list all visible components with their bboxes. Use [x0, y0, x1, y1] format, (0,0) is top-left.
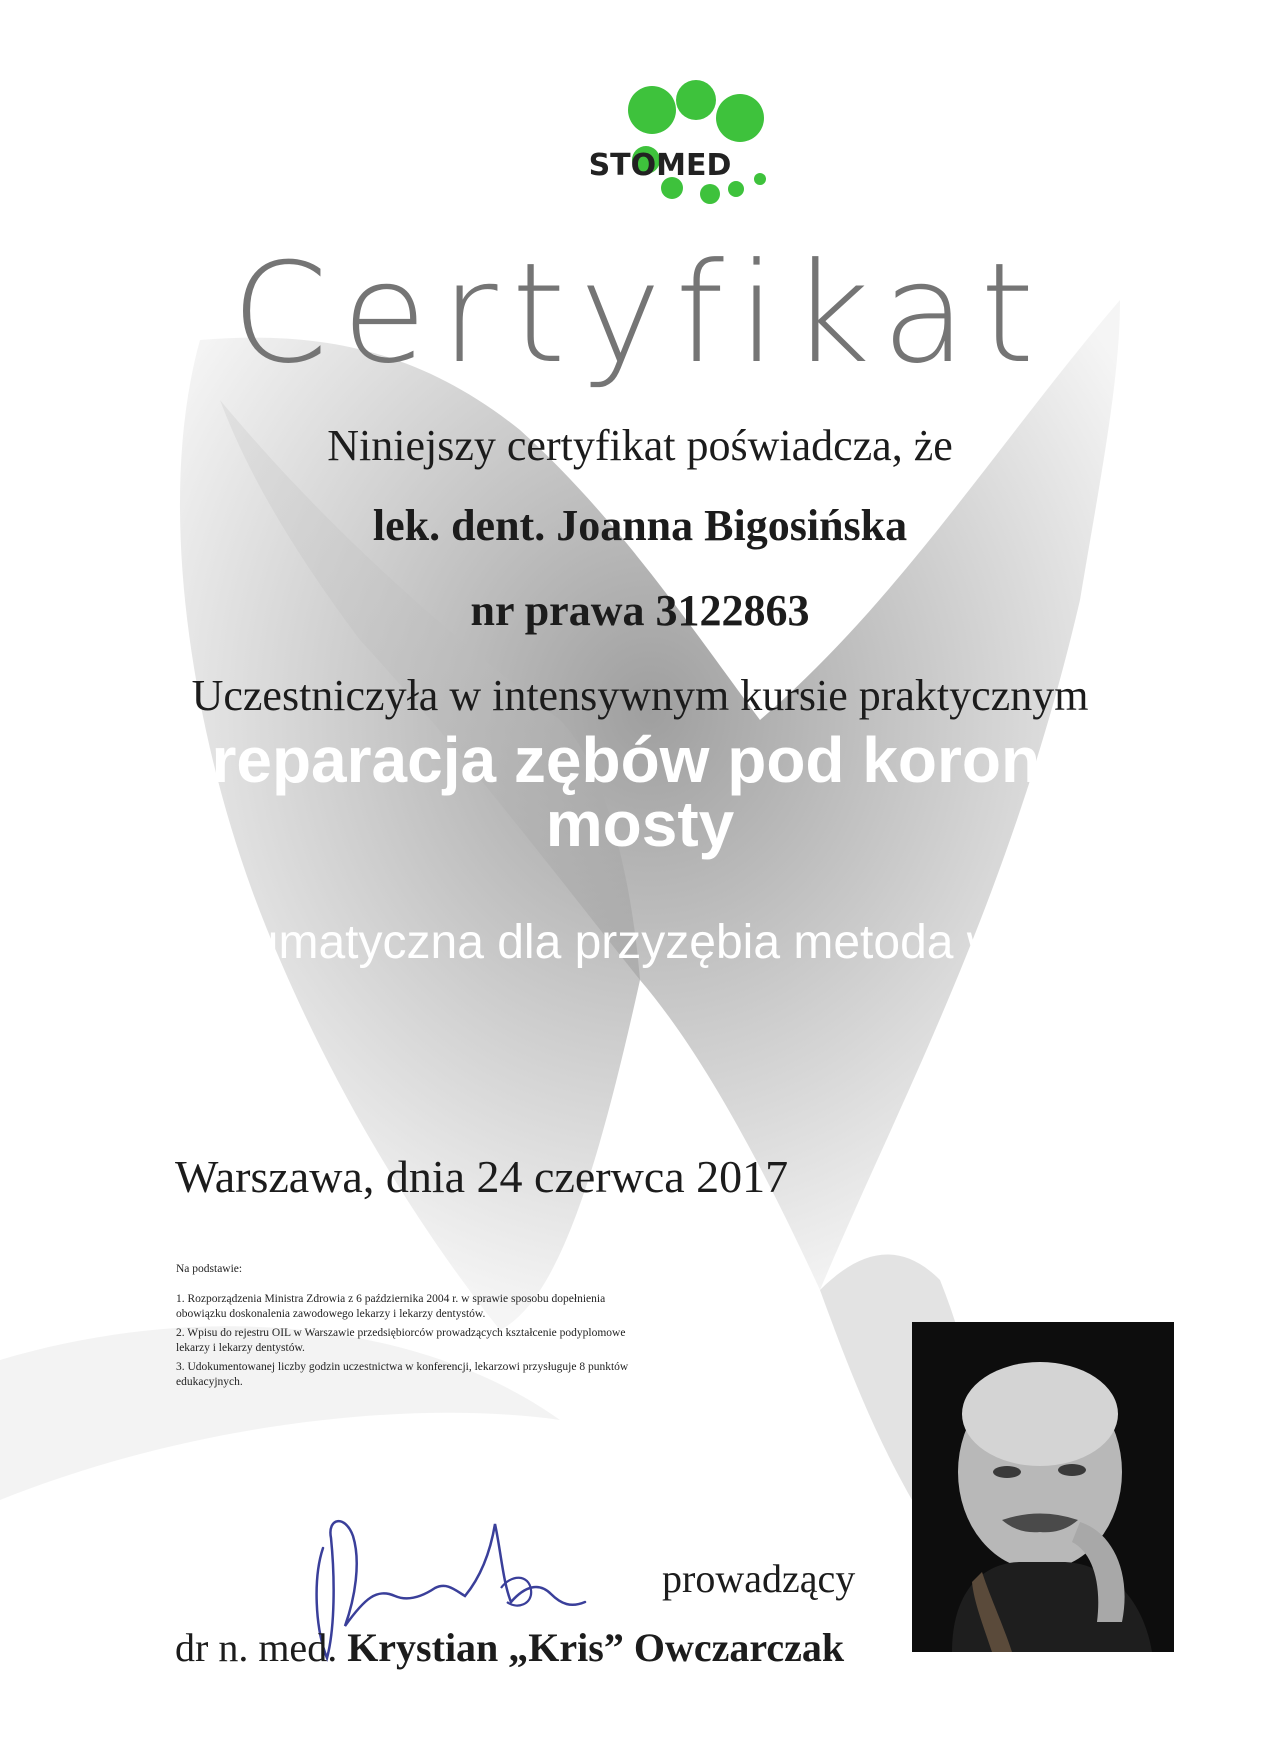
stomed-logo	[560, 70, 780, 240]
logo-dot	[628, 86, 676, 134]
certificate-title: Certyfikat	[231, 233, 1049, 394]
place-and-date: Warszawa, dnia 24 czerwca 2017	[175, 1151, 789, 1202]
logo-dot	[700, 184, 720, 204]
legal-basis	[176, 1262, 636, 1394]
lecturer-name: Krystian „Kris” Owczarczak	[347, 1625, 845, 1670]
course-title: Preparacja zębów pod korony i mosty	[168, 724, 1112, 860]
course-subtitle: Atraumatyczna dla przyzębia metoda własna	[163, 916, 1117, 969]
lecturer-portrait-photo	[912, 1322, 1174, 1652]
recipient-name: lek. dent. Joanna Bigosińska	[372, 501, 908, 550]
course-intro-text: Uczestniczyła w intensywnym kursie praktycznym	[191, 671, 1089, 720]
license-number: nr prawa 3122863	[470, 586, 810, 635]
role-label: prowadzący	[662, 1556, 856, 1601]
legal-basis-heading: Na podstawie:	[176, 1263, 243, 1275]
legal-basis-item: 1. Rozporządzenia Ministra Zdrowia z 6 października 2004 r. w sprawie sposobu dopełnienia obowiązku doskonalenia zawodowego lekarzy i lekarzy dentystów.	[176, 1292, 606, 1321]
lecturer-name-line	[175, 1624, 844, 1671]
logo-dot	[754, 173, 766, 185]
lecturer-title: dr n. med.	[175, 1625, 338, 1670]
legal-basis-item: 3. Udokumentowanej liczby godzin uczestnictwa w konferencji, lekarzowi przysługuje 8 punktów edukacyjnych.	[176, 1360, 629, 1389]
logo-dot	[716, 94, 764, 142]
logo-dot	[676, 80, 716, 120]
legal-basis-item: 2. Wpisu do rejestru OIL w Warszawie przedsiębiorców prowadzących kształcenie podyplomowe lekarzy i lekarzy dentystów.	[176, 1326, 626, 1355]
logo-dot	[728, 181, 744, 197]
intro-text: Niniejszy certyfikat poświadcza, że	[327, 421, 953, 470]
logo-text: STOMED	[588, 148, 732, 183]
